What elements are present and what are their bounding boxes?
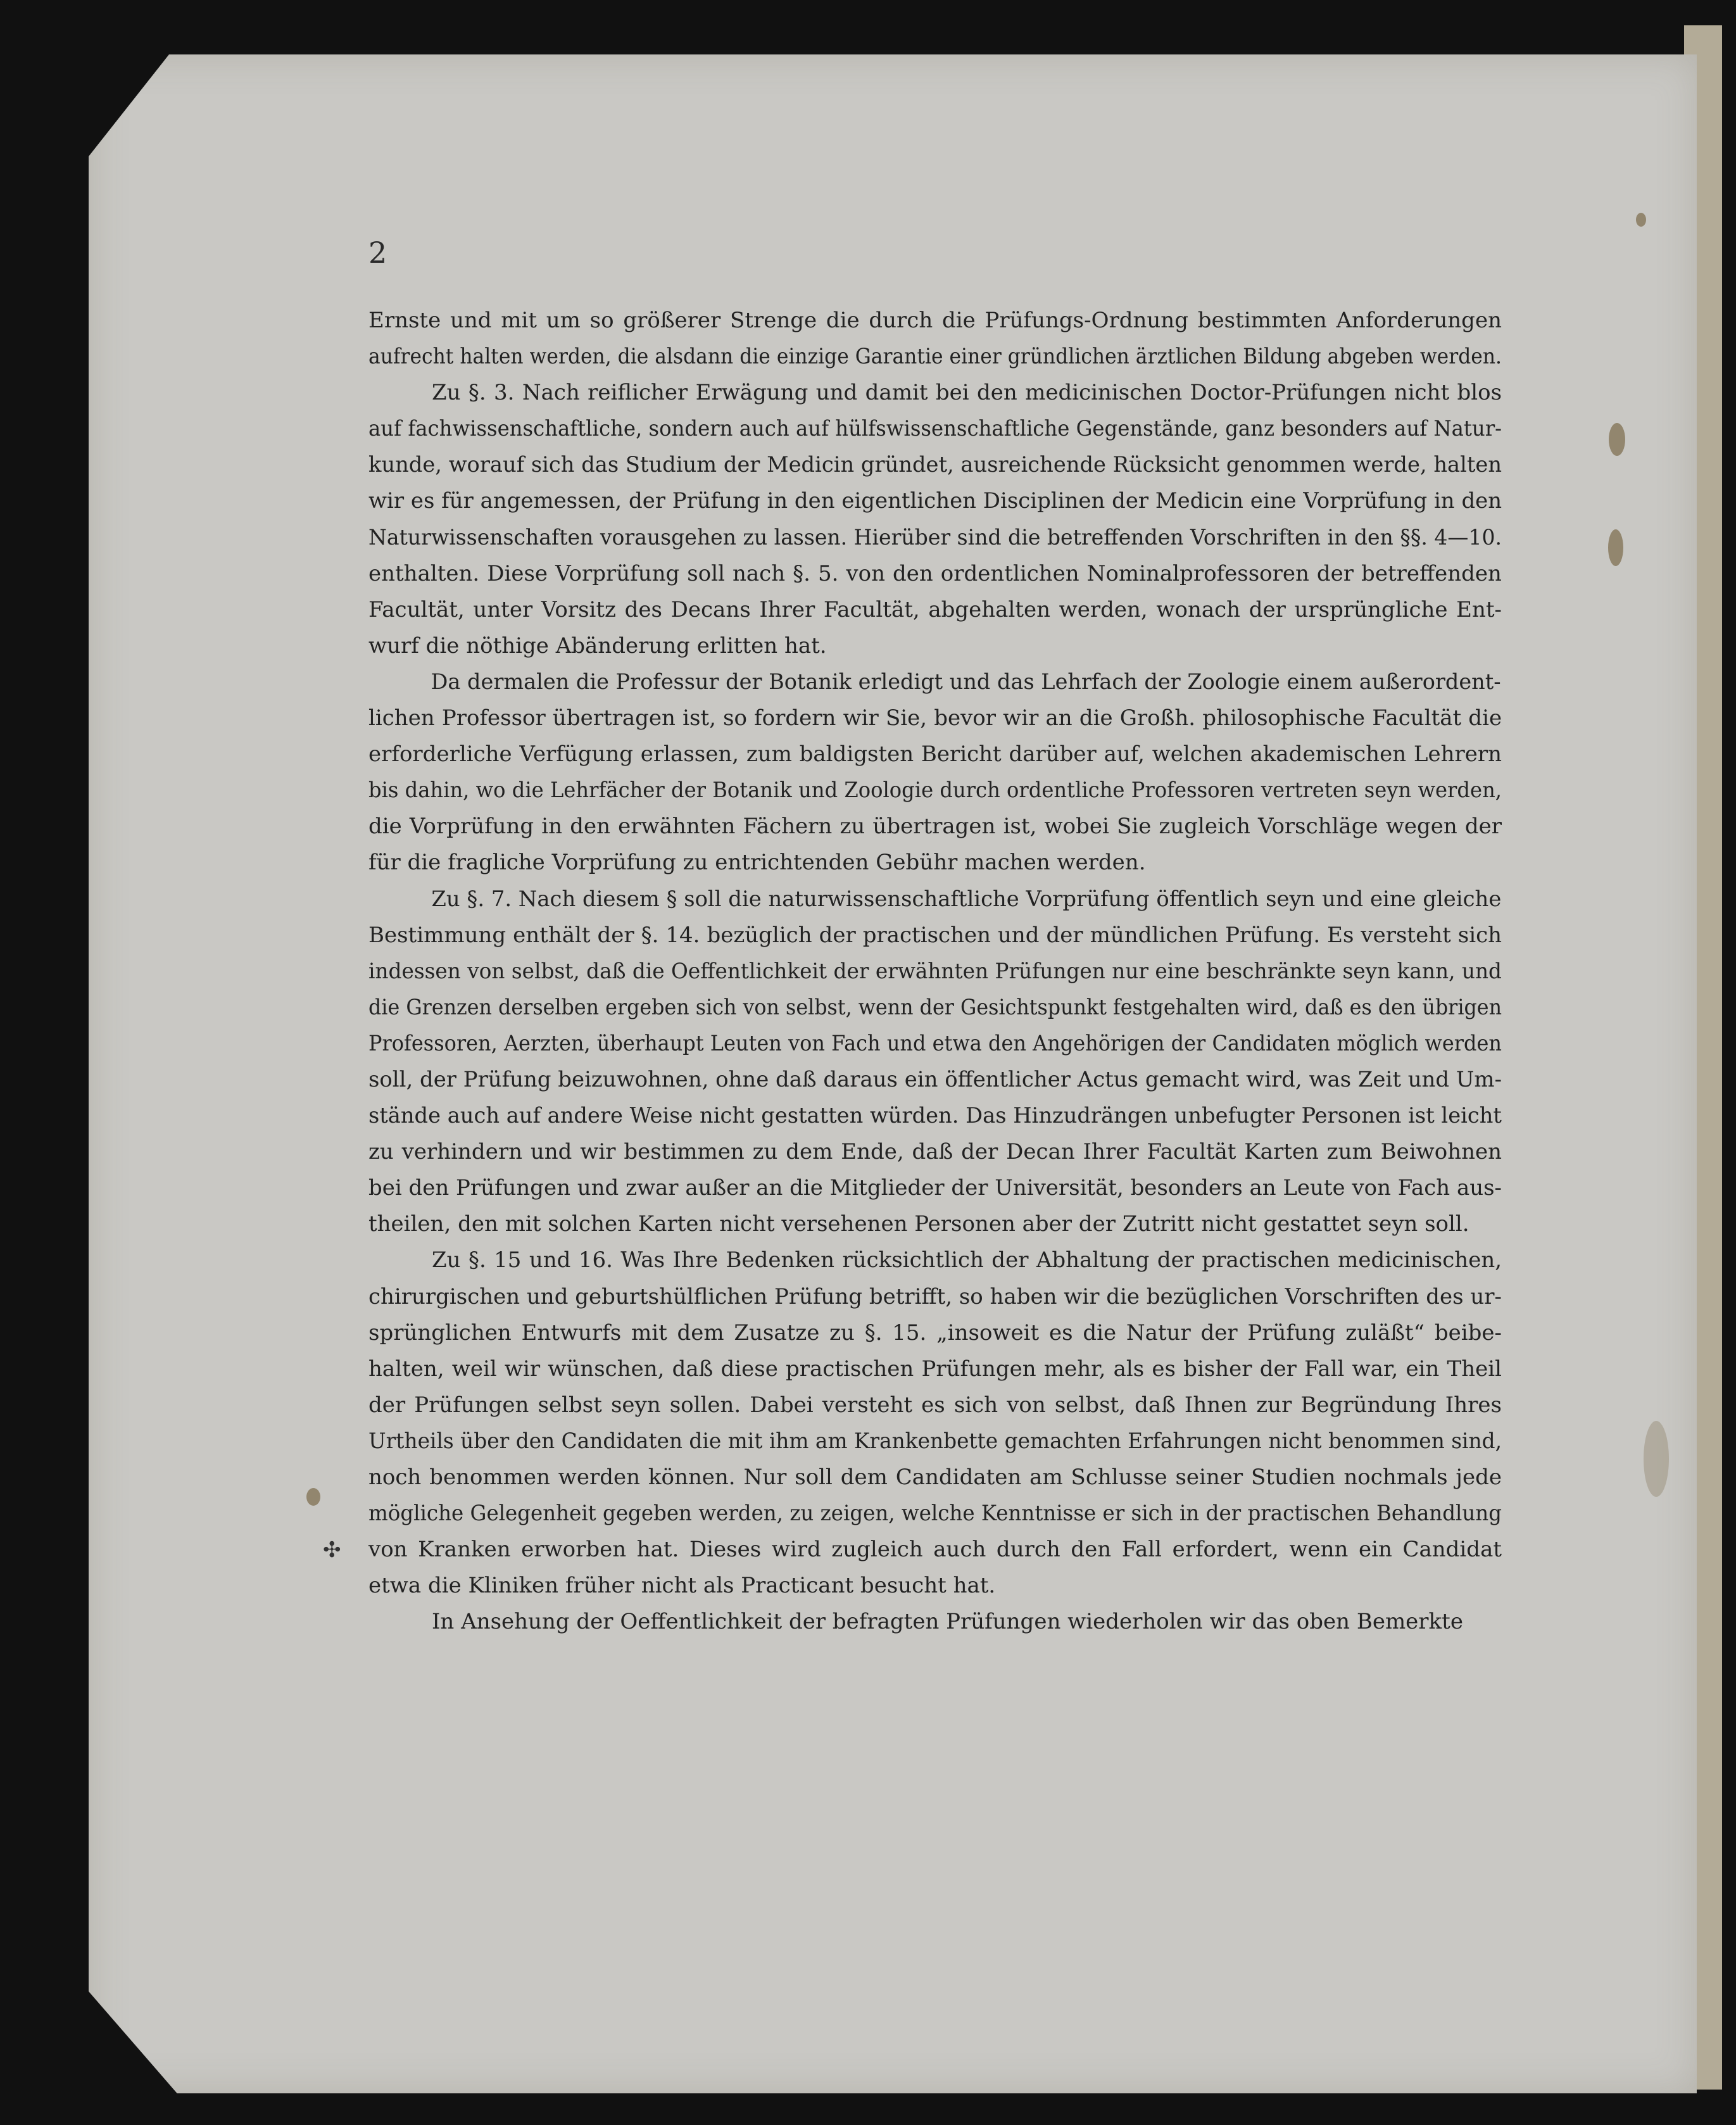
text-line: für die fragliche Vorprüfung zu entrichtenden Gebühr machen werden. — [368, 850, 1146, 876]
text-line: enthalten. Diese Vorprüfung soll nach §. 5. von den ordentlichen Nominalprofessoren der betreffenden — [368, 560, 1502, 586]
text-line: der Prüfungen selbst seyn sollen. Dabei versteht es sich von selbst, daß Ihnen zur Begründung Ihres — [368, 1392, 1502, 1418]
paragraph — [368, 881, 1502, 1243]
text-line: Naturwissenschaften vorausgehen zu lassen. Hierüber sind die betreffenden Vorschriften in den §§. 4—10. — [368, 524, 1502, 550]
water-stain — [1644, 1421, 1669, 1497]
ink-stain — [306, 1488, 320, 1506]
text-line: die Vorprüfung in den erwähnten Fächern zu übertragen ist, wobei Sie zugleich Vorschläge wegen der — [368, 814, 1502, 840]
text-line: lichen Professor übertragen ist, so fordern wir Sie, bevor wir an die Großh. philosophische Facultät die — [368, 705, 1502, 731]
text-line: die Grenzen derselben ergeben sich von selbst, wenn der Gesichtspunkt festgehalten wird, daß es den übrigen — [368, 994, 1502, 1020]
text-line: sprünglichen Entwurfs mit dem Zusatze zu §. 15. „insoweit es die Natur der Prüfung zuläßt“ beibe- — [368, 1320, 1502, 1346]
text-line: chirurgischen und geburtshülflichen Prüfung betrifft, so haben wir die bezüglichen Vorschriften des ur- — [368, 1283, 1502, 1309]
text-line: theilen, den mit solchen Karten nicht versehenen Personen aber der Zutritt nicht gestattet seyn soll. — [368, 1211, 1469, 1237]
text-line: noch benommen werden können. Nur soll dem Candidaten am Schlusse seiner Studien nochmals jede — [368, 1465, 1502, 1490]
text-line: soll, der Prüfung beizuwohnen, ohne daß daraus ein öffentlicher Actus gemacht wird, was Zeit und Um- — [368, 1066, 1502, 1092]
text-line: Da dermalen die Professur der Botanik erledigt und das Lehrfach der Zoologie einem außerordent- — [431, 669, 1501, 695]
ink-stain — [1608, 529, 1623, 566]
text-line: erforderliche Verfügung erlassen, zum baldigsten Bericht darüber auf, welchen akademischen Lehrern — [368, 741, 1502, 767]
text-line: aufrecht halten werden, die alsdann die einzige Garantie einer gründlichen ärztlichen Bildung abgeben werden. — [368, 344, 1502, 370]
text-line: Bestimmung enthält der §. 14. bezüglich der practischen und der mündlichen Prüfung. Es versteht sich — [368, 922, 1502, 948]
paragraph — [368, 1604, 1502, 1640]
text-line: wurf die nöthige Abänderung erlitten hat. — [368, 633, 827, 659]
paragraph — [368, 664, 1502, 881]
text-line: bis dahin, wo die Lehrfächer der Botanik und Zoologie durch ordentliche Professoren vertreten seyn werden, — [368, 778, 1502, 804]
page-number: 2 — [368, 236, 387, 270]
ink-stain — [1609, 423, 1625, 456]
text-line: kunde, worauf sich das Studium der Medicin gründet, ausreichende Rücksicht genommen werde, halten — [368, 452, 1502, 478]
text-line: indessen von selbst, daß die Oeffentlichkeit der erwähnten Prüfungen nur eine beschränkte seyn kann, und — [368, 958, 1502, 984]
text-line: zu verhindern und wir bestimmen zu dem Ende, daß der Decan Ihrer Facultät Karten zum Beiwohnen — [368, 1139, 1502, 1165]
text-line: Professoren, Aerzten, überhaupt Leuten von Fach und etwa den Angehörigen der Candidaten möglich werden — [368, 1030, 1502, 1056]
ink-stain — [1636, 213, 1646, 227]
text-line: etwa die Kliniken früher nicht als Practicant besucht hat. — [368, 1573, 996, 1599]
body-text — [368, 303, 1502, 1640]
text-line: wir es für angemessen, der Prüfung in den eigentlichen Disciplinen der Medicin eine Vorprüfung in den — [368, 488, 1502, 514]
paragraph — [368, 1242, 1502, 1604]
margin-mark-icon: ✣ — [323, 1537, 341, 1563]
text-line: Facultät, unter Vorsitz des Decans Ihrer Facultät, abgehalten werden, wonach der ursprüngliche Ent- — [368, 596, 1502, 622]
text-line: von Kranken erworben hat. Dieses wird zugleich auch durch den Fall erfordert, wenn ein Candidat — [368, 1537, 1502, 1563]
paragraph — [368, 375, 1502, 664]
text-line: auf fachwissenschaftliche, sondern auch auf hülfswissenschaftliche Gegenstände, ganz besonders auf Natur- — [368, 416, 1502, 442]
text-line: Zu §. 7. Nach diesem § soll die naturwissenschaftliche Vorprüfung öffentlich seyn und eine gleiche — [431, 886, 1502, 912]
paragraph — [368, 303, 1502, 375]
text-line: Ernste und mit um so größerer Strenge die durch die Prüfungs-Ordnung bestimmten Anforderungen — [368, 308, 1502, 333]
text-line: Urtheils über den Candidaten die mit ihm am Krankenbette gemachten Erfahrungen nicht benommen sind, — [368, 1428, 1502, 1454]
text-line: Zu §. 15 und 16. Was Ihre Bedenken rücksichtlich der Abhaltung der practischen medicinischen, — [432, 1247, 1502, 1273]
text-line: In Ansehung der Oeffentlichkeit der befragten Prüfungen wiederholen wir das oben Bemerkte — [432, 1609, 1463, 1635]
text-line: stände auch auf andere Weise nicht gestatten würden. Das Hinzudrängen unbefugter Personen ist leicht — [368, 1103, 1502, 1129]
text-line: mögliche Gelegenheit gegeben werden, zu zeigen, welche Kenntnisse er sich in der practischen Behandlung — [368, 1501, 1502, 1527]
text-line: halten, weil wir wünschen, daß diese practischen Prüfungen mehr, als es bisher der Fall war, ein Theil — [368, 1356, 1502, 1382]
text-line: bei den Prüfungen und zwar außer an die Mitglieder der Universität, besonders an Leute von Fach aus- — [368, 1175, 1502, 1201]
text-line: Zu §. 3. Nach reiflicher Erwägung und damit bei den medicinischen Doctor-Prüfungen nicht blos — [432, 380, 1502, 406]
